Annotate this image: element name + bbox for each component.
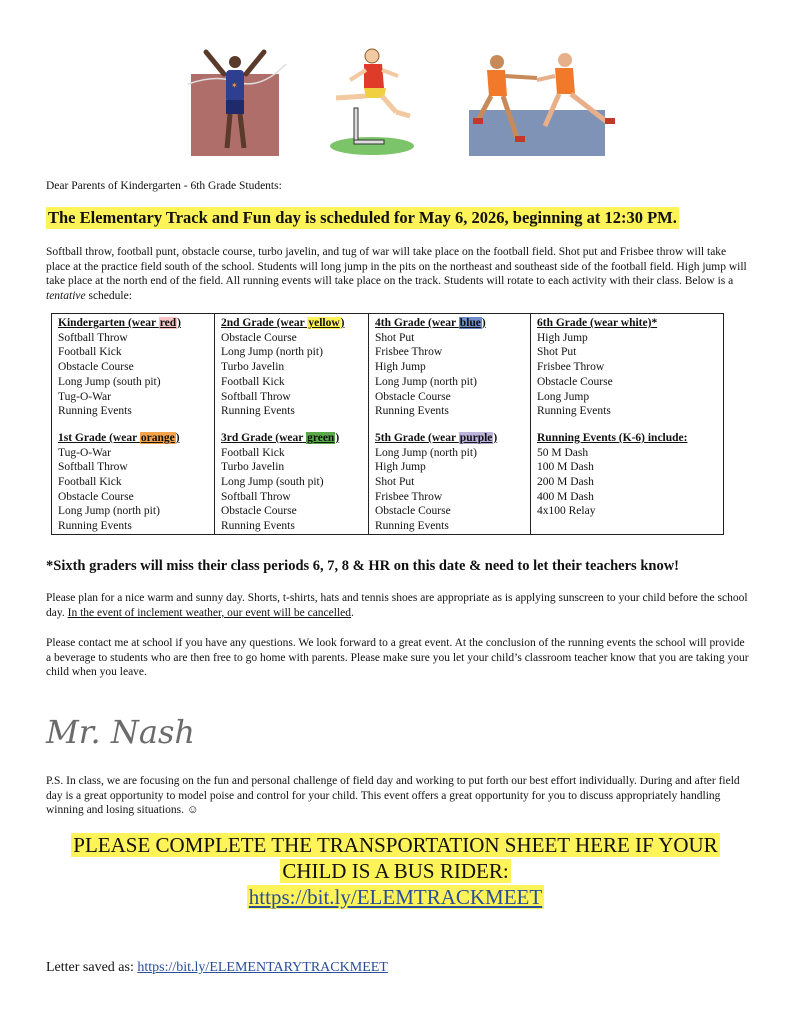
list-item: 200 M Dash — [537, 476, 594, 489]
schedule-cell-kindergarten — [52, 314, 215, 429]
list-item: Long Jump (north pit) — [58, 505, 160, 518]
column-heading: 2nd Grade (wear yellow) — [221, 317, 345, 329]
list-item: Obstacle Course — [221, 331, 297, 344]
list-item: Running Events — [221, 520, 295, 533]
list-item: Softball Throw — [221, 390, 291, 403]
svg-text:✶: ✶ — [231, 81, 238, 90]
list-item: Shot Put — [537, 346, 577, 359]
list-item: Tug-O-War — [58, 446, 111, 459]
schedule-cell-grade4 — [369, 314, 531, 429]
column-heading: Kindergarten (wear red) — [58, 317, 181, 329]
list-item: High Jump — [375, 361, 426, 374]
transportation-callout — [0, 832, 791, 910]
color-swatch: yellow — [308, 317, 340, 329]
list-item: Obstacle Course — [58, 361, 134, 374]
column-heading: 6th Grade (wear white)* — [537, 317, 658, 329]
list-item: Softball Throw — [221, 490, 291, 503]
list-item: High Jump — [537, 331, 588, 344]
callout-line-1: PLEASE COMPLETE THE TRANSPORTATION SHEET HERE IF YOUR — [73, 833, 718, 857]
list-item: Long Jump (north pit) — [221, 346, 323, 359]
schedule-cell-grade2 — [215, 314, 369, 429]
callout-line-2: CHILD IS A BUS RIDER: — [282, 859, 509, 883]
list-item: Football Kick — [58, 346, 122, 359]
transportation-sheet-link[interactable]: https://bit.ly/ELEMTRACKMEET — [248, 885, 543, 909]
list-item: Frisbee Throw — [537, 361, 605, 374]
list-item: Obstacle Course — [375, 390, 451, 403]
list-item: Softball Throw — [58, 461, 128, 474]
schedule-cell-grade6 — [531, 314, 724, 429]
hurdler-image — [324, 46, 420, 158]
schedule-cell-grade3 — [215, 429, 369, 534]
column-heading: 1st Grade (wear orange) — [58, 431, 180, 444]
color-swatch: green — [307, 431, 335, 444]
relay-runners-image — [467, 52, 619, 158]
weather-cancel-note: In the event of inclement weather, our event will be cancelled — [67, 606, 352, 619]
schedule-cell-grade1 — [52, 429, 215, 534]
list-item: Turbo Javelin — [221, 461, 285, 474]
list-item: Shot Put — [375, 476, 415, 489]
list-item: High Jump — [375, 461, 426, 474]
weather-paragraph: Please plan for a nice warm and sunny day. Shorts, t-shirts, hats and tennis shoes are appropriate as is applying sunscreen to your child before the school day. In the event of inclement weather, our event will be cancelled. — [46, 592, 748, 619]
color-swatch: blue — [459, 317, 481, 329]
list-item: 100 M Dash — [537, 461, 594, 474]
intro-text: Softball throw, football punt, obstacle course, turbo javelin, and tug of war will take place on the football field. Shot put and Frisbee throw will take place at the practice field south of the school. Students will long jump in the pits on the northeast and southeast side of the football field. High jump will take place at the north end of the field. All running events will take place on the track. Students will rotate to each activity with their class. Below is a — [46, 246, 747, 288]
list-item: Obstacle Course — [375, 505, 451, 518]
letter-saved-link[interactable]: https://bit.ly/ELEMENTARYTRACKMEET — [137, 960, 388, 975]
column-heading: 3rd Grade (wear green) — [221, 431, 340, 444]
list-item: Obstacle Course — [537, 375, 613, 388]
list-item: Tug-O-War — [58, 390, 111, 403]
column-heading: Running Events (K-6) include: — [537, 431, 688, 444]
color-swatch: orange — [140, 431, 175, 444]
color-swatch: red — [159, 317, 177, 329]
salutation: Dear Parents of Kindergarten - 6th Grade Students: — [46, 180, 282, 192]
list-item: Shot Put — [375, 331, 415, 344]
list-item: Long Jump — [537, 390, 590, 403]
event-headline: The Elementary Track and Fun day is scheduled for May 6, 2026, beginning at 12:30 PM. — [48, 208, 677, 227]
schedule-table — [51, 313, 724, 535]
column-heading: 5th Grade (wear purple) — [375, 431, 498, 444]
saved-label: Letter saved as: — [46, 960, 138, 975]
list-item: 400 M Dash — [537, 490, 594, 503]
contact-paragraph: Please contact me at school if you have any questions. We look forward to a great event. At the conclusion of the running events the school will provide a beverage to students who are then free to go home with parents. Please make sure you let your child’s classroom teacher know that you are taking your child when you leave. — [46, 637, 749, 679]
list-item: 50 M Dash — [537, 446, 589, 459]
list-item: Running Events — [375, 520, 449, 533]
schedule-row — [52, 314, 724, 429]
list-item: Frisbee Throw — [375, 490, 443, 503]
list-item: Running Events — [375, 405, 449, 418]
list-item: Obstacle Course — [58, 490, 134, 503]
list-item: Running Events — [221, 405, 295, 418]
list-item: Football Kick — [221, 375, 285, 388]
schedule-cell-running — [531, 429, 724, 534]
list-item: Football Kick — [221, 446, 285, 459]
list-item: Running Events — [537, 405, 611, 418]
color-swatch: purple — [459, 431, 493, 444]
column-heading: 4th Grade (wear blue) — [375, 317, 486, 329]
list-item: Running Events — [58, 520, 132, 533]
list-item: Obstacle Course — [221, 505, 297, 518]
list-item: Long Jump (south pit) — [58, 375, 161, 388]
intro-italic-word: tentative — [46, 289, 86, 302]
list-item: 4x100 Relay — [537, 505, 596, 518]
intro-paragraph — [46, 245, 751, 303]
intro-text-end: schedule: — [85, 289, 132, 302]
schedule-row — [52, 429, 724, 534]
finish-line-runner-image — [186, 44, 296, 158]
sixth-grade-note: *Sixth graders will miss their class periods 6, 7, 8 & HR on this date & need to let their teachers know! — [46, 558, 680, 574]
ps-paragraph: P.S. In class, we are focusing on the fun and personal challenge of field day and working to put forth our best effort individually. During and after field day is a great opportunity to model poise and control for your child. This event offers a great opportunity for you to discuss appropriately handling winning and losing situations. ☺ — [46, 775, 740, 817]
list-item: Long Jump (north pit) — [375, 375, 477, 388]
signature: Mr. Nash — [46, 713, 195, 751]
letter-saved-line — [46, 960, 388, 976]
schedule-cell-grade5 — [369, 429, 531, 534]
list-item: Frisbee Throw — [375, 346, 443, 359]
list-item: Softball Throw — [58, 331, 128, 344]
list-item: Long Jump (north pit) — [375, 446, 477, 459]
list-item: Turbo Javelin — [221, 361, 285, 374]
list-item: Football Kick — [58, 476, 122, 489]
list-item: Long Jump (south pit) — [221, 476, 324, 489]
list-item: Running Events — [58, 405, 132, 418]
